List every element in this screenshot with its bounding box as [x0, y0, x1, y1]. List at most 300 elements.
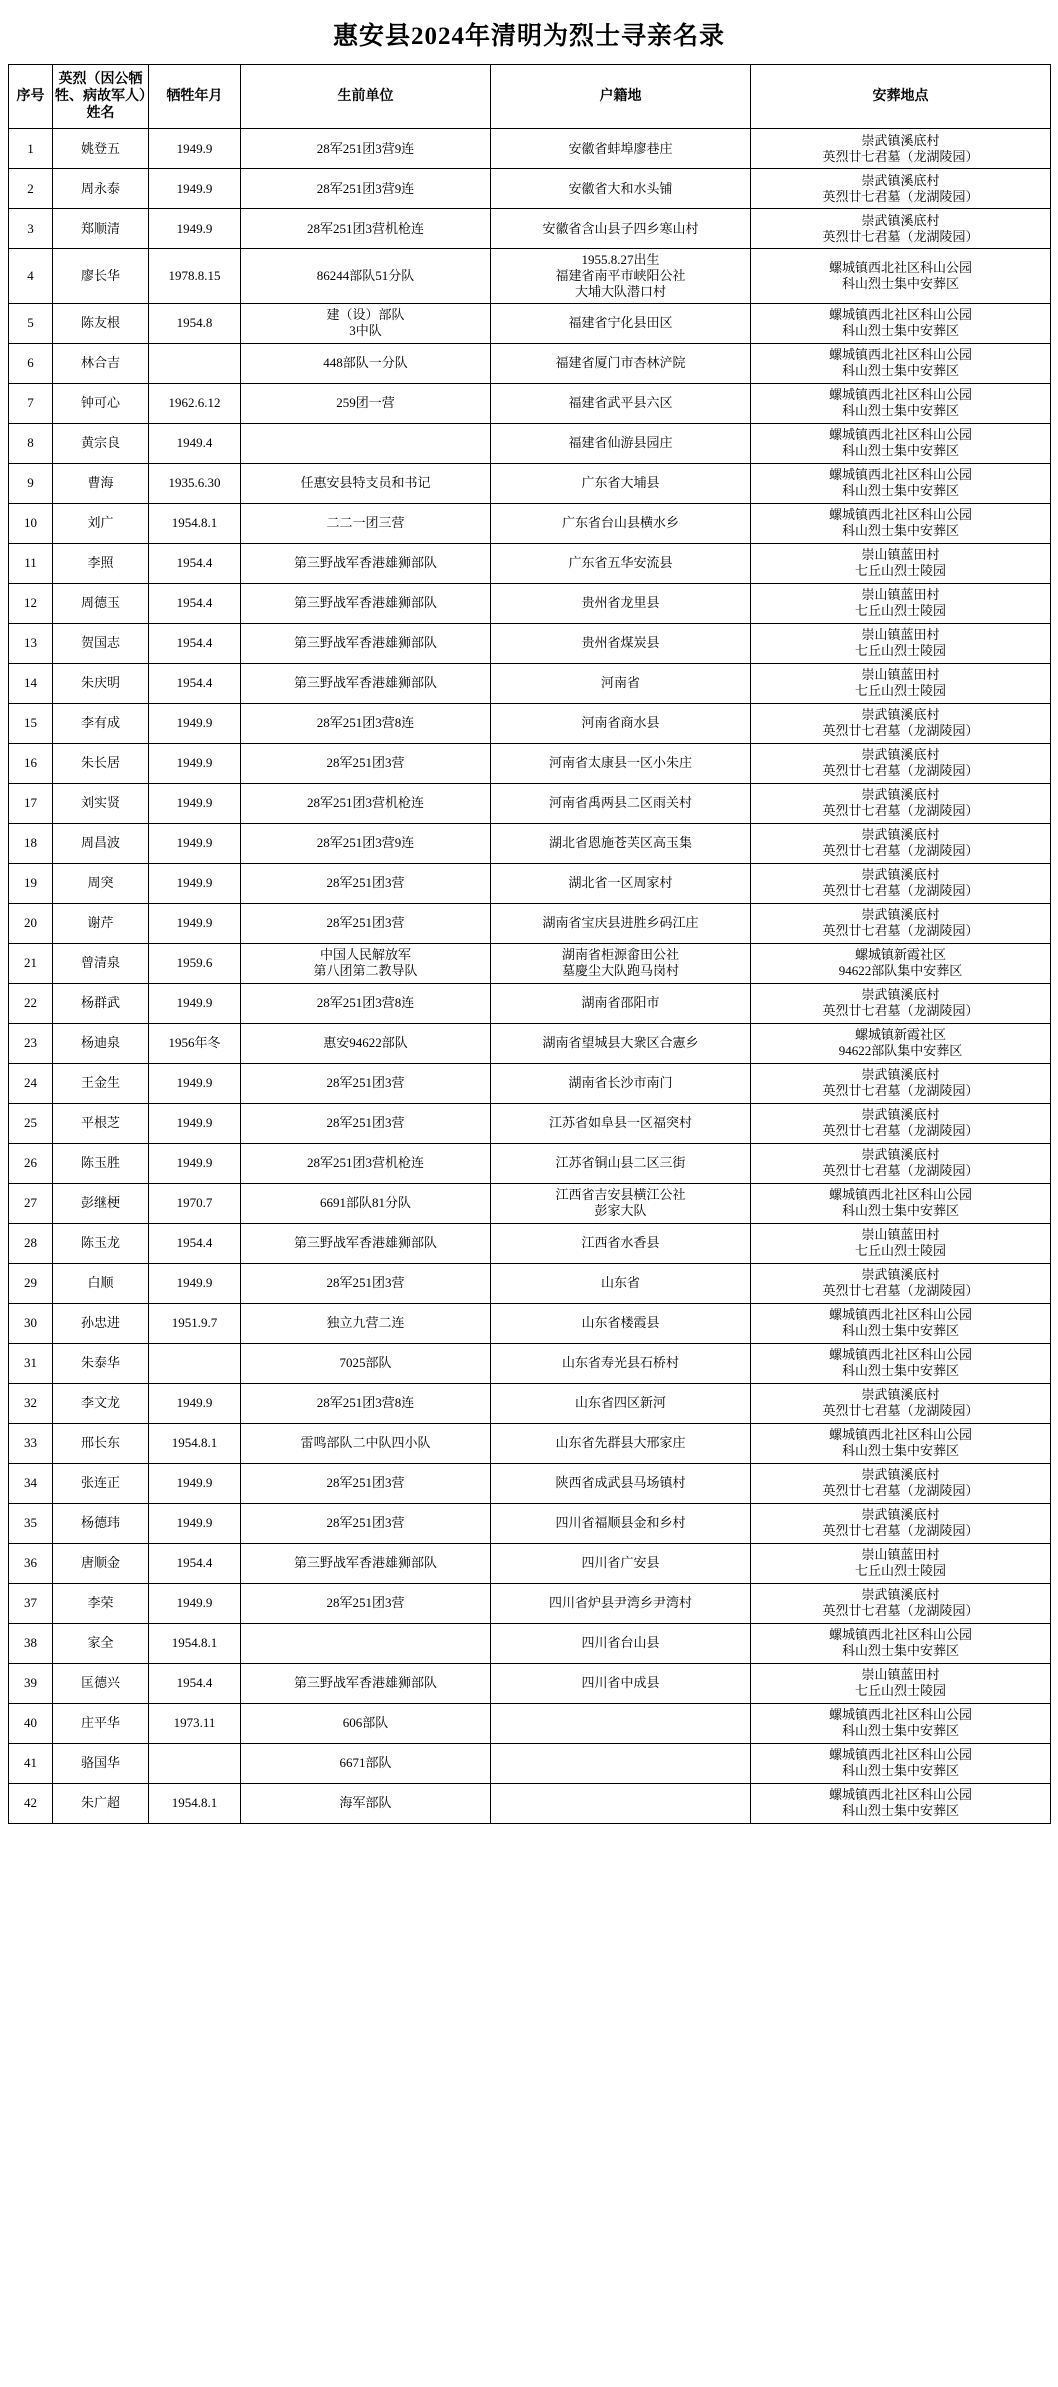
cell-line: 1970.7: [176, 1195, 213, 1211]
cell-burial: [751, 1383, 1051, 1423]
cell-seq: 33: [9, 1423, 53, 1463]
cell-date: [149, 1743, 241, 1783]
cell-origin: [491, 423, 751, 463]
table-row: [9, 623, 1051, 663]
cell-unit: [241, 583, 491, 623]
cell-line: 崇武镇溪底村: [861, 1147, 940, 1163]
cell-name: [53, 583, 149, 623]
cell-line: 崇武镇溪底村: [861, 867, 940, 883]
cell-seq: 11: [9, 543, 53, 583]
cell-line: 黄宗良: [80, 435, 120, 451]
table-row: [9, 583, 1051, 623]
cell-line: 英烈廿七君墓（龙湖陵园）: [822, 923, 979, 939]
cell-unit: [241, 1263, 491, 1303]
cell-line: 螺城镇西北社区科山公园: [828, 1307, 972, 1323]
cell-burial: [751, 303, 1051, 343]
cell-line: 28军251团3营9连: [316, 140, 415, 156]
cell-seq: 34: [9, 1463, 53, 1503]
cell-line: 1949.9: [176, 1515, 213, 1531]
cell-name: [53, 303, 149, 343]
cell-date: [149, 1663, 241, 1703]
cell-burial: [751, 583, 1051, 623]
cell-burial: [751, 249, 1051, 304]
cell-line: 1949.9: [176, 715, 213, 731]
table-header-row: [9, 65, 1051, 129]
cell-line: 刘实贤: [80, 795, 120, 811]
cell-line: 安徽省蚌埠廖巷庄: [568, 140, 673, 156]
cell-date: [149, 1223, 241, 1263]
table-row: [9, 1663, 1051, 1703]
table-row: [9, 1343, 1051, 1383]
cell-unit: [241, 1383, 491, 1423]
cell-seq: 8: [9, 423, 53, 463]
table-row: [9, 1543, 1051, 1583]
cell-origin: [491, 583, 751, 623]
cell-line: 1959.6: [176, 955, 213, 971]
cell-burial: [751, 1063, 1051, 1103]
cell-origin: [491, 1543, 751, 1583]
cell-line: 28军251团3营: [326, 1595, 405, 1611]
cell-burial: [751, 423, 1051, 463]
cell-burial: [751, 1543, 1051, 1583]
cell-name: [53, 423, 149, 463]
cell-name: [53, 383, 149, 423]
cell-date: [149, 863, 241, 903]
cell-line: 湖北省一区周家村: [568, 875, 673, 891]
cell-unit: [241, 983, 491, 1023]
cell-line: 江西省吉安县横江公社: [555, 1187, 686, 1203]
cell-burial: [751, 703, 1051, 743]
martyrs-roster-table: [8, 64, 1051, 1824]
cell-line: 螺城镇西北社区科山公园: [828, 1707, 972, 1723]
cell-seq: 6: [9, 343, 53, 383]
cell-line: 1949.9: [176, 1475, 213, 1491]
cell-origin: [491, 543, 751, 583]
column-header-name: 英烈（因公牺牲、病故军人）姓名: [53, 65, 149, 129]
cell-line: 周昌波: [80, 835, 120, 851]
cell-name: [53, 1303, 149, 1343]
cell-line: 科山烈士集中安葬区: [841, 1323, 959, 1339]
cell-date: [149, 343, 241, 383]
table-row: [9, 1743, 1051, 1783]
cell-date: [149, 583, 241, 623]
cell-line: 1954.8.1: [171, 1635, 218, 1651]
cell-date: [149, 1103, 241, 1143]
cell-seq: 4: [9, 249, 53, 304]
column-header-burial: 安葬地点: [751, 65, 1051, 129]
cell-origin: [491, 863, 751, 903]
cell-unit: [241, 663, 491, 703]
cell-burial: [751, 383, 1051, 423]
cell-date: [149, 743, 241, 783]
cell-burial: [751, 903, 1051, 943]
cell-name: [53, 1543, 149, 1583]
cell-burial: [751, 823, 1051, 863]
cell-unit: [241, 1183, 491, 1223]
cell-line: 螺城镇西北社区科山公园: [828, 347, 972, 363]
cell-burial: [751, 743, 1051, 783]
cell-line: 94622部队集中安葬区: [838, 963, 963, 979]
cell-unit: [241, 783, 491, 823]
table-row: [9, 249, 1051, 304]
cell-line: 河南省禹两县二区雨关村: [548, 795, 692, 811]
cell-line: 七丘山烈士陵园: [854, 643, 946, 659]
cell-burial: [751, 1343, 1051, 1383]
cell-seq: 13: [9, 623, 53, 663]
cell-line: 螺城镇西北社区科山公园: [828, 1347, 972, 1363]
cell-origin: [491, 1183, 751, 1223]
table-row: [9, 1463, 1051, 1503]
cell-line: 安徽省大和水头铺: [568, 180, 673, 196]
cell-date: [149, 1143, 241, 1183]
cell-name: [53, 1583, 149, 1623]
cell-date: [149, 303, 241, 343]
cell-seq: 21: [9, 943, 53, 983]
cell-name: [53, 1783, 149, 1823]
cell-line: 李照: [87, 555, 114, 571]
cell-date: [149, 703, 241, 743]
cell-seq: 14: [9, 663, 53, 703]
cell-unit: [241, 1343, 491, 1383]
cell-seq: 40: [9, 1703, 53, 1743]
cell-date: [149, 983, 241, 1023]
cell-line: 崇山镇蓝田村: [861, 1667, 940, 1683]
cell-line: 英烈廿七君墓（龙湖陵园）: [822, 1283, 979, 1299]
cell-name: [53, 343, 149, 383]
table-row: [9, 383, 1051, 423]
cell-burial: [751, 663, 1051, 703]
cell-line: 第三野战军香港雄狮部队: [293, 595, 437, 611]
cell-unit: [241, 1703, 491, 1743]
cell-seq: 35: [9, 1503, 53, 1543]
cell-line: 崇武镇溪底村: [861, 1467, 940, 1483]
cell-seq: 37: [9, 1583, 53, 1623]
cell-seq: 5: [9, 303, 53, 343]
cell-line: 崇武镇溪底村: [861, 987, 940, 1003]
cell-unit: [241, 703, 491, 743]
cell-line: 李荣: [87, 1595, 114, 1611]
cell-line: 安徽省含山县子四乡寒山村: [542, 220, 699, 236]
cell-line: 陈玉龙: [80, 1235, 120, 1251]
cell-line: 94622部队集中安葬区: [838, 1043, 963, 1059]
cell-origin: [491, 1343, 751, 1383]
cell-line: 杨德玮: [80, 1515, 120, 1531]
cell-origin: [491, 1023, 751, 1063]
table-row: [9, 1583, 1051, 1623]
cell-line: 朱长居: [80, 755, 120, 771]
table-row: [9, 343, 1051, 383]
cell-line: 1949.9: [176, 995, 213, 1011]
cell-line: 1954.4: [176, 675, 213, 691]
cell-date: [149, 249, 241, 304]
cell-line: 刘广: [87, 515, 114, 531]
cell-line: 二二一团三营: [326, 515, 405, 531]
cell-line: 英烈廿七君墓（龙湖陵园）: [822, 763, 979, 779]
cell-line: 1973.11: [173, 1715, 216, 1731]
cell-line: 山东省楼霞县: [581, 1315, 660, 1331]
cell-line: 七丘山烈士陵园: [854, 1683, 946, 1699]
cell-name: [53, 1023, 149, 1063]
cell-name: [53, 1663, 149, 1703]
cell-line: 1954.4: [176, 1675, 213, 1691]
cell-unit: [241, 943, 491, 983]
table-row: [9, 1423, 1051, 1463]
cell-seq: 25: [9, 1103, 53, 1143]
cell-line: 7025部队: [339, 1355, 392, 1371]
cell-name: [53, 1343, 149, 1383]
cell-burial: [751, 129, 1051, 169]
cell-line: 贺国志: [80, 635, 120, 651]
cell-line: 崇山镇蓝田村: [861, 627, 940, 643]
cell-seq: 18: [9, 823, 53, 863]
cell-date: [149, 1303, 241, 1343]
cell-line: 科山烈士集中安葬区: [841, 523, 959, 539]
cell-line: 河南省太康县一区小朱庄: [548, 755, 692, 771]
cell-name: [53, 1103, 149, 1143]
cell-name: [53, 1183, 149, 1223]
cell-origin: [491, 169, 751, 209]
cell-name: [53, 703, 149, 743]
cell-line: 28军251团3营: [326, 875, 405, 891]
cell-unit: [241, 423, 491, 463]
cell-line: 崇山镇蓝田村: [861, 667, 940, 683]
cell-line: 广东省大埔县: [581, 475, 660, 491]
cell-seq: 12: [9, 583, 53, 623]
cell-date: [149, 623, 241, 663]
cell-line: 28军251团3营: [326, 1075, 405, 1091]
cell-line: 英烈廿七君墓（龙湖陵园）: [822, 1003, 979, 1019]
cell-line: 1962.6.12: [168, 395, 221, 411]
cell-unit: [241, 1583, 491, 1623]
cell-line: 四川省福顺县金和乡村: [555, 1515, 686, 1531]
cell-seq: 22: [9, 983, 53, 1023]
cell-line: 第三野战军香港雄狮部队: [293, 675, 437, 691]
cell-seq: 24: [9, 1063, 53, 1103]
table-row: [9, 543, 1051, 583]
cell-line: 福建省厦门市杏林浐院: [555, 355, 686, 371]
cell-unit: [241, 1143, 491, 1183]
cell-line: 崇武镇溪底村: [861, 707, 940, 723]
cell-burial: [751, 1103, 1051, 1143]
cell-line: 江苏省如阜县一区福突村: [548, 1115, 692, 1131]
cell-line: 朱庆明: [80, 675, 120, 691]
cell-burial: [751, 463, 1051, 503]
cell-name: [53, 1743, 149, 1783]
cell-line: 湖北省恩施苍芙区高玉集: [548, 835, 692, 851]
cell-line: 英烈廿七君墓（龙湖陵园）: [822, 1123, 979, 1139]
cell-line: 螺城镇西北社区科山公园: [828, 507, 972, 523]
cell-burial: [751, 1463, 1051, 1503]
cell-line: 李有成: [80, 715, 120, 731]
cell-line: 螺城镇西北社区科山公园: [828, 1187, 972, 1203]
cell-line: 建（设）部队: [326, 307, 405, 323]
cell-name: [53, 1423, 149, 1463]
cell-line: 四川省中成县: [581, 1675, 660, 1691]
cell-burial: [751, 1183, 1051, 1223]
cell-line: 林合吉: [80, 355, 120, 371]
cell-burial: [751, 169, 1051, 209]
cell-line: 福建省宁化县田区: [568, 315, 673, 331]
cell-line: 崇山镇蓝田村: [861, 1547, 940, 1563]
cell-line: 科山烈士集中安葬区: [841, 483, 959, 499]
table-row: [9, 169, 1051, 209]
table-row: [9, 209, 1051, 249]
cell-origin: [491, 1143, 751, 1183]
cell-seq: 26: [9, 1143, 53, 1183]
cell-seq: 29: [9, 1263, 53, 1303]
cell-name: [53, 783, 149, 823]
cell-unit: [241, 1463, 491, 1503]
cell-line: 崇武镇溪底村: [861, 1507, 940, 1523]
cell-burial: [751, 1703, 1051, 1743]
cell-burial: [751, 1303, 1051, 1343]
cell-line: 陈玉胜: [80, 1155, 120, 1171]
cell-line: 湖南省柜源畲田公社: [561, 947, 679, 963]
cell-name: [53, 209, 149, 249]
cell-line: 河南省: [600, 675, 640, 691]
cell-line: 1954.8: [176, 315, 213, 331]
cell-line: 大埔大队潜口村: [574, 283, 666, 299]
cell-line: 1956年冬: [168, 1035, 221, 1051]
cell-line: 28军251团3营9连: [316, 180, 415, 196]
cell-burial: [751, 1663, 1051, 1703]
cell-line: 彭家大队: [594, 1203, 647, 1219]
cell-seq: 10: [9, 503, 53, 543]
column-header-seq: 序号: [9, 65, 53, 129]
cell-date: [149, 1423, 241, 1463]
cell-line: 1949.9: [176, 1075, 213, 1091]
table-row: [9, 423, 1051, 463]
cell-line: 英烈廿七君墓（龙湖陵园）: [822, 148, 979, 164]
cell-line: 崇武镇溪底村: [861, 132, 940, 148]
cell-date: [149, 1383, 241, 1423]
cell-unit: [241, 1063, 491, 1103]
cell-name: [53, 863, 149, 903]
cell-date: [149, 169, 241, 209]
cell-line: 七丘山烈士陵园: [854, 603, 946, 619]
cell-unit: [241, 1023, 491, 1063]
cell-line: 1949.9: [176, 835, 213, 851]
table-row: [9, 663, 1051, 703]
cell-seq: 23: [9, 1023, 53, 1063]
table-header: [9, 65, 1051, 129]
cell-line: 周德玉: [80, 595, 120, 611]
cell-burial: [751, 1143, 1051, 1183]
cell-line: 江苏省铜山县二区三街: [555, 1155, 686, 1171]
cell-burial: [751, 209, 1051, 249]
cell-line: 湖南省望城县大衆区合憲乡: [542, 1035, 699, 1051]
cell-burial: [751, 1023, 1051, 1063]
cell-name: [53, 249, 149, 304]
cell-line: 1954.4: [176, 635, 213, 651]
cell-date: [149, 1703, 241, 1743]
cell-date: [149, 543, 241, 583]
cell-unit: [241, 1663, 491, 1703]
cell-line: 福建省仙游县园庄: [568, 435, 673, 451]
cell-origin: [491, 209, 751, 249]
cell-line: 1949.9: [176, 755, 213, 771]
cell-line: 英烈廿七君墓（龙湖陵园）: [822, 1163, 979, 1179]
cell-line: 螺城镇西北社区科山公园: [828, 387, 972, 403]
cell-line: 英烈廿七君墓（龙湖陵园）: [822, 1483, 979, 1499]
cell-burial: [751, 783, 1051, 823]
cell-date: [149, 423, 241, 463]
cell-origin: [491, 1463, 751, 1503]
cell-line: 孙忠进: [80, 1315, 120, 1331]
cell-line: 湖南省邵阳市: [581, 995, 660, 1011]
cell-line: 1955.8.27出生: [581, 252, 660, 268]
cell-date: [149, 503, 241, 543]
cell-line: 七丘山烈士陵园: [854, 683, 946, 699]
cell-burial: [751, 983, 1051, 1023]
cell-line: 海军部队: [339, 1795, 392, 1811]
cell-burial: [751, 503, 1051, 543]
cell-line: 1951.9.7: [171, 1315, 218, 1331]
cell-line: 1935.6.30: [168, 475, 221, 491]
cell-line: 1949.9: [176, 1595, 213, 1611]
cell-line: 科山烈士集中安葬区: [841, 1643, 959, 1659]
cell-name: [53, 1623, 149, 1663]
cell-seq: 17: [9, 783, 53, 823]
cell-line: 雷鸣部队二中队四小队: [300, 1435, 431, 1451]
cell-name: [53, 1263, 149, 1303]
table-row: [9, 903, 1051, 943]
cell-unit: [241, 1783, 491, 1823]
table-row: [9, 1303, 1051, 1343]
cell-line: 王金生: [80, 1075, 120, 1091]
cell-line: 崇武镇溪底村: [861, 172, 940, 188]
cell-line: 1949.9: [176, 1275, 213, 1291]
cell-origin: [491, 1623, 751, 1663]
cell-line: 任惠安县特支员和书记: [300, 475, 431, 491]
cell-line: 陕西省成武县马场镇村: [555, 1475, 686, 1491]
cell-line: 6691部队81分队: [319, 1195, 411, 1211]
cell-line: 墓慶尘大队跑马岗村: [561, 963, 679, 979]
cell-line: 崇山镇蓝田村: [861, 587, 940, 603]
cell-line: 七丘山烈士陵园: [854, 1243, 946, 1259]
cell-line: 1954.4: [176, 1555, 213, 1571]
cell-line: 科山烈士集中安葬区: [841, 1803, 959, 1819]
cell-name: [53, 169, 149, 209]
cell-seq: 30: [9, 1303, 53, 1343]
cell-line: 杨迪泉: [80, 1035, 120, 1051]
cell-burial: [751, 1743, 1051, 1783]
cell-line: 崇武镇溪底村: [861, 907, 940, 923]
cell-line: 河南省商水县: [581, 715, 660, 731]
cell-date: [149, 1023, 241, 1063]
table-row: [9, 1783, 1051, 1823]
cell-line: 螺城镇新霞社区: [854, 1027, 946, 1043]
cell-name: [53, 1223, 149, 1263]
cell-line: 28军251团3营8连: [316, 715, 415, 731]
cell-line: 独立九营二连: [326, 1315, 405, 1331]
cell-line: 科山烈士集中安葬区: [841, 1443, 959, 1459]
cell-seq: 20: [9, 903, 53, 943]
cell-name: [53, 903, 149, 943]
cell-line: 英烈廿七君墓（龙湖陵园）: [822, 228, 979, 244]
cell-origin: [491, 903, 751, 943]
table-row: [9, 823, 1051, 863]
cell-seq: 19: [9, 863, 53, 903]
cell-line: 周突: [87, 875, 114, 891]
cell-seq: 42: [9, 1783, 53, 1823]
cell-line: 1954.4: [176, 595, 213, 611]
cell-line: 周永泰: [80, 180, 120, 196]
cell-name: [53, 663, 149, 703]
cell-seq: 28: [9, 1223, 53, 1263]
cell-origin: [491, 343, 751, 383]
table-row: [9, 1223, 1051, 1263]
